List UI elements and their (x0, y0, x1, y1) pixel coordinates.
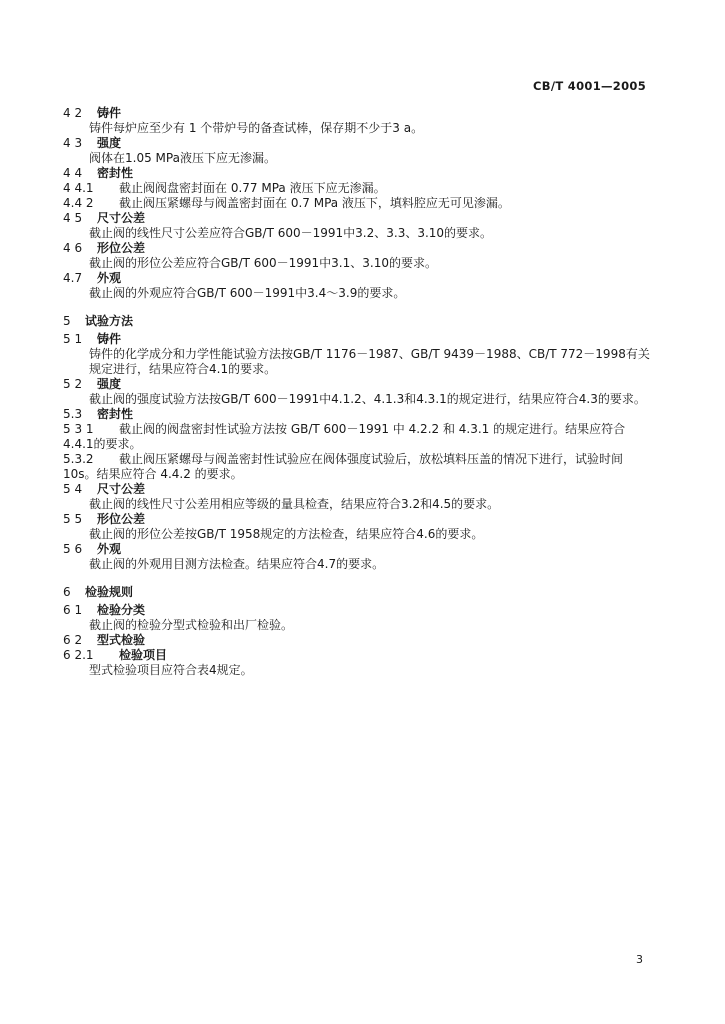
section-5-4-heading (63, 482, 653, 497)
section-4-4-1 (63, 181, 653, 196)
section-4-6-text: 截止阀的形位公差应符合GB/T 600－1991中3.1、3.10的要求。 (89, 256, 437, 270)
section-number: 4.7 (63, 271, 83, 285)
section-4-5-heading (63, 211, 653, 226)
section-4-7-text: 截止阀的外观应符合GB/T 600－1991中3.4～3.9的要求。 (89, 286, 406, 300)
section-4-3-text: 阀体在1.05 MPa液压下应无渗漏。 (89, 151, 276, 165)
section-5-5-text: 截止阀的形位公差按GB/T 1958规定的方法检查，结果应符合4.6的要求。 (89, 527, 484, 541)
chapter-number: 5 (63, 314, 71, 328)
section-4-2-heading (63, 106, 653, 121)
section-6-2-1-text: 型式检验项目应符合表4规定。 (89, 663, 253, 677)
section-4-3-heading (63, 136, 653, 151)
section-number: 5 5 (63, 512, 83, 526)
section-4-2-text: 铸件每炉应至少有 1 个带炉号的备查试棒，保存期不少于3 a。 (89, 121, 424, 135)
section-number: 5 3 1 (63, 422, 94, 436)
section-title: 密封性 (97, 407, 134, 421)
section-title: 形位公差 (97, 241, 146, 255)
chapter-number: 6 (63, 585, 71, 599)
section-number: 5.3.2 (63, 452, 94, 466)
section-text: 截止阀压紧螺母与阀盖密封面在 0.7 MPa 液压下，填料腔应无可见渗漏。 (119, 196, 510, 210)
section-number: 5 4 (63, 482, 83, 496)
section-5-4-text: 截止阀的线性尺寸公差用相应等级的量具检查，结果应符合3.2和4.5的要求。 (89, 497, 500, 511)
section-number: 5 6 (63, 542, 83, 556)
section-number: 4 5 (63, 211, 83, 225)
chapter-title: 检验规则 (85, 585, 134, 599)
section-title: 外观 (97, 542, 122, 556)
chapter-title: 试验方法 (85, 314, 134, 328)
section-title: 外观 (97, 271, 122, 285)
section-6-1-text: 截止阀的检验分型式检验和出厂检验。 (89, 618, 294, 632)
section-number: 6 2.1 (63, 648, 94, 662)
section-title: 尺寸公差 (97, 211, 146, 225)
section-title: 检验分类 (97, 603, 146, 617)
section-number: 4 4.1 (63, 181, 94, 195)
page-number: 3 (636, 953, 643, 966)
section-text: 截止阀阀盘密封面在 0.77 MPa 液压下应无渗漏。 (119, 181, 386, 195)
section-title: 型式检验 (97, 633, 146, 647)
section-5-1-text: 铸件的化学成分和力学性能试验方法按GB/T 1176－1987、GB/T 9439－1988、CB/T 772－1998有关规定进行，结果应符合4.1的要求。 (89, 347, 650, 376)
section-4-6-heading (63, 241, 653, 256)
section-5-6-heading (63, 542, 653, 557)
section-number: 5.3 (63, 407, 83, 421)
chapter-5-heading (63, 314, 653, 329)
section-6-2-1-heading (63, 648, 653, 663)
section-5-6-text: 截止阀的外观用目测方法检查。结果应符合4.7的要求。 (89, 557, 385, 571)
section-number: 4 2 (63, 106, 83, 120)
section-title: 铸件 (97, 106, 122, 120)
section-number: 6 1 (63, 603, 83, 617)
section-number: 5 2 (63, 377, 83, 391)
section-title: 检验项目 (119, 648, 168, 662)
section-5-2-text: 截止阀的强度试验方法按GB/T 600－1991中4.1.2、4.1.3和4.3.1的规定进行，结果应符合4.3的要求。 (89, 392, 646, 406)
section-5-2-heading (63, 377, 653, 392)
section-5-5-heading (63, 512, 653, 527)
section-number: 6 2 (63, 633, 83, 647)
section-5-1-heading (63, 332, 653, 347)
section-4-4-heading (63, 166, 653, 181)
section-text: 截止阀的阀盘密封性试验方法按 GB/T 600－1991 中 4.2.2 和 4.3.1 的规定进行。结果应符合4.4.1的要求。 (63, 422, 626, 451)
section-4-5-text: 截止阀的线性尺寸公差应符合GB/T 600－1991中3.2、3.3、3.10的要求。 (89, 226, 493, 240)
section-4-4-2 (63, 196, 653, 211)
section-number: 4 6 (63, 241, 83, 255)
section-title: 强度 (97, 377, 122, 391)
standard-code: CB/T 4001—2005 (533, 79, 646, 93)
section-6-2-heading (63, 633, 653, 648)
section-title: 铸件 (97, 332, 122, 346)
section-5-3-heading (63, 407, 653, 422)
section-title: 密封性 (97, 166, 134, 180)
section-text: 截止阀压紧螺母与阀盖密封性试验应在阀体强度试验后，放松填料压盖的情况下进行，试验时间10s。结果应符合 4.4.2 的要求。 (63, 452, 624, 481)
section-title: 强度 (97, 136, 122, 150)
section-5-3-1 (63, 422, 653, 452)
chapter-6-heading (63, 585, 653, 600)
section-5-3-2 (63, 452, 653, 482)
section-4-7-heading (63, 271, 653, 286)
section-6-1-heading (63, 603, 653, 618)
document-body (63, 106, 653, 678)
section-title: 形位公差 (97, 512, 146, 526)
section-number: 4 4 (63, 166, 83, 180)
section-number: 4 3 (63, 136, 83, 150)
section-number: 5 1 (63, 332, 83, 346)
section-number: 4.4 2 (63, 196, 94, 210)
section-title: 尺寸公差 (97, 482, 146, 496)
